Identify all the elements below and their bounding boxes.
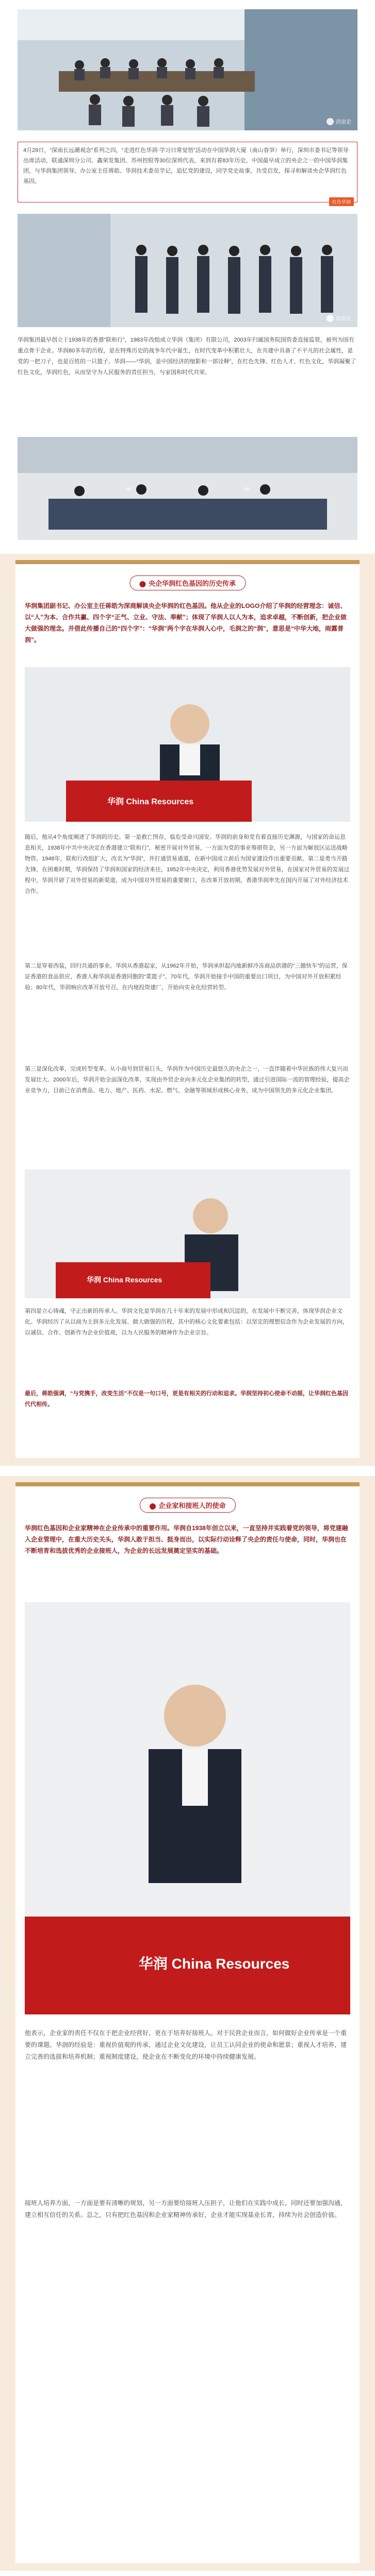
- seminar-photo: [18, 437, 357, 540]
- flag-icon: [139, 581, 145, 587]
- seminar-illustration: [18, 437, 357, 540]
- speaker-photo-2: [25, 1170, 350, 1298]
- section-2-title-text: 企业家和接班人的使命: [158, 1502, 226, 1510]
- watermark-text: 洪崖论: [336, 316, 351, 322]
- lectern-banner-2: [56, 1262, 210, 1298]
- meeting-photo-top: [18, 9, 357, 130]
- speaker-photo-3: [25, 1602, 350, 2014]
- section-successor: [0, 1476, 375, 2571]
- meeting-room-illustration: [18, 9, 357, 130]
- watermark-text: 洪崖论: [336, 120, 351, 125]
- section-1-top-bar: [15, 560, 360, 564]
- section-2-top-bar: [15, 1482, 360, 1486]
- lectern-brand: 华润 China Resources: [87, 1276, 162, 1284]
- section-2-title: [139, 1498, 235, 1513]
- flag-icon: [149, 1503, 155, 1510]
- section-1-paragraph-6: 最后，蒋皓强调，“与党携手，改变生活”不仅是一句口号，更是有相关的行动和追求。华润坚持初心使命不动摇，让华润红色基因代代相传。: [25, 1391, 348, 1408]
- intro-badge: 红色华润: [329, 197, 354, 206]
- section-1-paragraph-2: 随后，他从4个角度阐述了华润的历史。第一是救亡图存，临危受命兴国安。华润的前身和党有着直接历史渊源，与国家的命运息息相关，1938年中共中央决定在香港建立“联和行”，秘密开展对外贸易，一方面为党的事业筹措资金，另一方面为解放区运送战略物资。1948年，联和行改组扩大，改名为“华润”，并打通贸易通道，在新中国成立前后为国家建设作出重要贡献。第二是勇当开路先锋，在困难时期，华润保持了华润和国家的经济来往，1952年中央决定，利用香港优势发展对外贸易，在国家对外贸易的发展过程中，华润开辟了对外贸易的新渠道，成为中国对外贸易的重要窗口，在改革开放初期，香港华润率先在国内开展了对外经济技术合作。: [25, 834, 350, 894]
- section-1-title-text: 央企华润红色基因的历史传承: [148, 580, 236, 587]
- section-2-paragraph-3: 接班人培养方面，一方面是要有清晰的规划，另一方面要给接班人压担子，让他们在实践中成长，同时还要加强沟通，建立相互信任的关系。总之，只有把红色基因和企业家精神传承好，企业才能实现基业长青，持续为社会创造价值。: [25, 2199, 347, 2218]
- section-1-paragraph-5: 第四是立心铸魂，守正出新的传承人。华润文化是华润在几十年来的发展中形成和沉淀的，在发展中不断完善，体现华润企业文化。华润经历了从以商为主到多元化发展、做大做强的历程，其中的核心文化要素包括：以坚定的理想信念作为企业发展的方向，以诚信、合作、创新作为企业价值观，以为人民服务的精神作为企业宗旨。: [25, 1308, 348, 1336]
- group-photo: [18, 214, 357, 327]
- section-1-paragraph-4: 第三是深化改革，完成转型变革。从小商号到贸易巨头，华润作为中国历史最悠久的央企之一，一直伴随着中华民族的伟大复兴而发展壮大。2000年后，华润开始全面深化改革，实现由外贸企业向多元化企业集团的转型，通过引进国际一流的管理经验，提高企业竞争力，目前已在消费品、电力、地产、医药、水泥、燃气、金融等领域形成核心业务，成为中国领先的多元化企业集团。: [25, 1066, 350, 1094]
- section-2-paragraph-2: 他表示，企业家的责任不仅在于把企业经营好，更在于培养好接班人。对于民营企业而言，如何做好企业传承是一个重要的课题。华润的经验是：重视价值观的传承，通过企业文化建设，让员工认同企业的使命和愿景；重视人才培养，建立完善的选拔和培养机制；重视制度建设，使企业在不断变化的环境中持续健康发展。: [25, 2029, 347, 2060]
- section-1-paragraph-3: 第二是穿着西装，回归共通的事业。华润从香港起家，从1962年开始，华润承担起内地新鲜冷冻商品供港的“三趟快车”的运营，保证香港的食品供应，香港人称华润是香港同胞的“菜篮子”。70年代，华润开始接手中国的重要出口项目，为中国对外开放积累经验；80年代，华润响应改革开放号召，在内地投资建厂，开始向实业化经营转型。: [25, 963, 348, 991]
- lectern-banner: [66, 781, 252, 822]
- intro-text: 4月29日，“深南长远潮观念”系列之四，“走进红色华润·学习日常觉悟”活动在中国华润大厦（南山春笋）举行，深圳市委书记等领导出席活动，联通深圳分公司、鑫荣发集团、苏州控股等30位深圳代表，来到有着83年历史、中国最早成立的央企之一的中国华润集团，与华润集团领导、办公室主任蒋皓、华润技术委员学记，追忆党的建设，同学党史故事，共受启发，探寻和解读央企华润红色基因。: [23, 147, 349, 184]
- lectern-banner-3: [25, 1917, 350, 2014]
- speaker-photo-1: [25, 667, 350, 822]
- group-photo-illustration: [18, 214, 357, 327]
- section-red-gene: [0, 554, 375, 1466]
- watermark-icon: [327, 315, 334, 322]
- company-history-paragraph: 华润集团最早创立于1938年的香港“联和行”，1983年改组成立华润（集团）有限公司，2003年归属国务院国资委直接监管，被列为国有重点骨干企业。华润80多年的历程，是在特殊历史的战争年代中诞生，在时代变革中积累壮大，在共建中具备了不平凡的社会属性，是党的一把刀子，也是百姓的一只篮子。华润——“华润，是中国经济的缩影和一部诠释”，在红色先锋、红色人才、红色文化，华润凝聚了红色文化，华润红色，从而坚守为人民服务的责任担当，与家国和时代共荣。: [18, 337, 356, 376]
- watermark-icon: [327, 118, 334, 125]
- section-1-paragraph-1: 华润集团副书记、办公室主任蒋皓为深商解读央企华润的红色基因。他从企业的LOGO介绍了华润的经营理念：诚信、以“人”为本、合作共赢、四个字“正气、立业、守法、奉献”；体现了华润人以人为本，追求卓越，不断创新，把企业做大做强的理念。并借此传播自己的“四个字”：“华润”两个字在华润人心中，毛润之的“润”，意思是“中华大地，雨露普润”。: [25, 602, 347, 643]
- lectern-brand: 华润 China Resources: [138, 1956, 290, 1972]
- section-2-paragraph-1: 华润红色基因和企业家精神在企业传承中的重要作用。华润自1938年创立以来，一直坚持并实践着党的领导，将党建融入企业管理中，在重大历史关头，华润人敢于担当、挺身而出，以实际行动诠释了央企的责任与使命，同时，华润也在不断培育和选拔优秀的企业接班人，为企业的长远发展奠定坚实的基础。: [25, 1524, 348, 1554]
- watermark-logo-2: [327, 314, 351, 322]
- lectern-brand: 华润 China Resources: [107, 798, 194, 806]
- section-1-title: [129, 575, 246, 590]
- watermark-logo: [327, 117, 351, 125]
- intro-frame: [18, 142, 357, 205]
